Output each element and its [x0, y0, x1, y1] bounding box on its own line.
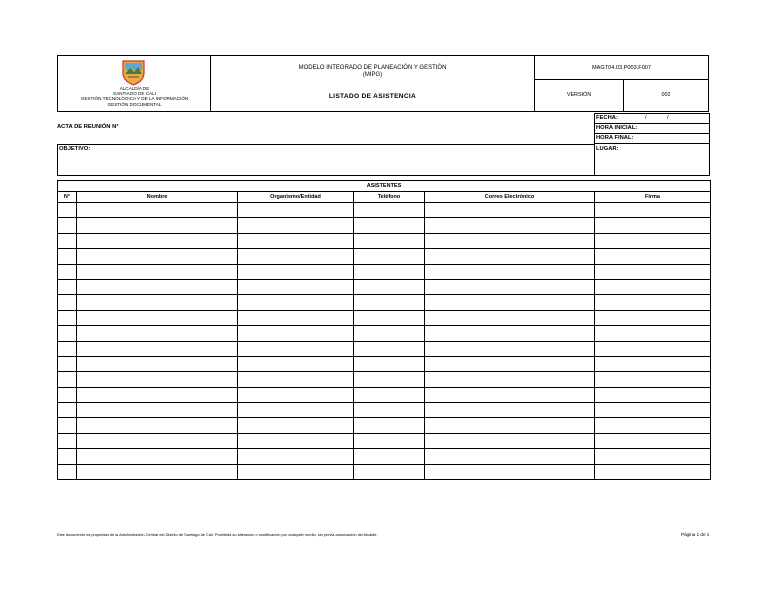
cell-entity[interactable] [238, 218, 354, 233]
column-header: Correo Electrónico [425, 192, 595, 203]
cell-phone[interactable] [354, 403, 425, 418]
cell-entity[interactable] [238, 264, 354, 279]
cell-email[interactable] [425, 372, 595, 387]
date-separator: / [667, 115, 669, 121]
logo-line: GESTIÓN TECNOLÓGICA Y DE LA INFORMACIÓN [80, 96, 189, 102]
cell-email[interactable] [425, 295, 595, 310]
logo-cell [58, 56, 211, 111]
cell-entity[interactable] [238, 464, 354, 479]
cell-email[interactable] [425, 326, 595, 341]
cell-name[interactable] [77, 372, 238, 387]
cell-email[interactable] [425, 403, 595, 418]
document-header [57, 55, 709, 112]
cell-number[interactable] [58, 341, 77, 356]
cell-number[interactable] [58, 295, 77, 310]
hora-inicial-label: HORA INICIAL: [596, 125, 638, 131]
cell-number[interactable] [58, 203, 77, 218]
table-row [58, 418, 711, 433]
cell-name[interactable] [77, 264, 238, 279]
cell-entity[interactable] [238, 387, 354, 402]
table-row [58, 372, 711, 387]
title-line-2: (MIPG) [362, 72, 383, 78]
cell-name[interactable] [77, 233, 238, 248]
table-row [58, 403, 711, 418]
cell-phone[interactable] [354, 418, 425, 433]
objetivo-label: OBJETIVO: [59, 146, 91, 152]
cell-entity[interactable] [238, 418, 354, 433]
cell-phone[interactable] [354, 203, 425, 218]
cell-entity[interactable] [238, 310, 354, 325]
column-header: N° [58, 192, 77, 203]
cell-phone[interactable] [354, 249, 425, 264]
cell-signature[interactable] [595, 356, 711, 371]
cell-entity[interactable] [238, 279, 354, 294]
cell-name[interactable] [77, 218, 238, 233]
logo-line: ALCALDÍA DE [119, 86, 150, 91]
cell-entity[interactable] [238, 372, 354, 387]
cell-signature[interactable] [595, 203, 711, 218]
cell-number[interactable] [58, 249, 77, 264]
cell-entity[interactable] [238, 356, 354, 371]
column-header: Nombre [77, 192, 238, 203]
cell-name[interactable] [77, 356, 238, 371]
cell-phone[interactable] [354, 264, 425, 279]
cell-name[interactable] [77, 464, 238, 479]
cell-number[interactable] [58, 233, 77, 248]
cell-signature[interactable] [595, 403, 711, 418]
cell-name[interactable] [77, 249, 238, 264]
cell-signature[interactable] [595, 218, 711, 233]
cell-signature[interactable] [595, 233, 711, 248]
cell-email[interactable] [425, 264, 595, 279]
fecha-row[interactable] [595, 114, 709, 124]
code-cell [535, 56, 708, 111]
cell-signature[interactable] [595, 449, 711, 464]
cell-entity[interactable] [238, 249, 354, 264]
cell-number[interactable] [58, 218, 77, 233]
table-row [58, 203, 711, 218]
cell-number[interactable] [58, 449, 77, 464]
attendees-title: ASISTENTES [58, 181, 711, 192]
hora-inicial-row[interactable] [595, 124, 709, 134]
cell-entity[interactable] [238, 203, 354, 218]
logo-text [58, 86, 211, 107]
cell-phone[interactable] [354, 341, 425, 356]
cell-signature[interactable] [595, 295, 711, 310]
cell-phone[interactable] [354, 233, 425, 248]
cell-signature[interactable] [595, 341, 711, 356]
cell-phone[interactable] [354, 310, 425, 325]
cell-entity[interactable] [238, 233, 354, 248]
table-row [58, 449, 711, 464]
cell-number[interactable] [58, 403, 77, 418]
table-row [58, 464, 711, 479]
objetivo-box[interactable] [57, 144, 595, 176]
cell-signature[interactable] [595, 310, 711, 325]
cell-signature[interactable] [595, 264, 711, 279]
cell-number[interactable] [58, 387, 77, 402]
fecha-label: FECHA: [596, 115, 618, 121]
cell-name[interactable] [77, 433, 238, 448]
title-line-1: MODELO INTEGRADO DE PLANEACIÓN Y GESTIÓN [298, 65, 447, 71]
document-title [211, 65, 534, 79]
cell-signature[interactable] [595, 279, 711, 294]
cell-phone[interactable] [354, 387, 425, 402]
cell-phone[interactable] [354, 279, 425, 294]
cell-number[interactable] [58, 418, 77, 433]
cell-number[interactable] [58, 464, 77, 479]
column-header: Teléfono [354, 192, 425, 203]
cell-email[interactable] [425, 249, 595, 264]
cell-entity[interactable] [238, 341, 354, 356]
lugar-label: LUGAR: [596, 146, 619, 152]
cell-email[interactable] [425, 418, 595, 433]
cell-number[interactable] [58, 279, 77, 294]
table-row [58, 310, 711, 325]
cell-phone[interactable] [354, 433, 425, 448]
cell-number[interactable] [58, 356, 77, 371]
cell-phone[interactable] [354, 218, 425, 233]
cell-email[interactable] [425, 433, 595, 448]
cell-phone[interactable] [354, 326, 425, 341]
document-subtitle: LISTADO DE ASISTENCIA [328, 93, 417, 100]
footer-disclaimer: Este documento es propiedad de la Administración Central del Distrito de Santiago de Cali. Prohibida su alteración o modificación por cualquier medio, sin previa autorización del Alcalde. [57, 532, 378, 537]
cell-name[interactable] [77, 203, 238, 218]
title-cell [211, 56, 535, 111]
cell-name[interactable] [77, 341, 238, 356]
column-header: Firma [595, 192, 711, 203]
table-header-row [58, 192, 711, 203]
cell-name[interactable] [77, 295, 238, 310]
cell-phone[interactable] [354, 464, 425, 479]
table-row [58, 264, 711, 279]
cell-email[interactable] [425, 218, 595, 233]
cell-email[interactable] [425, 203, 595, 218]
cell-email[interactable] [425, 310, 595, 325]
attendees-table [57, 180, 711, 480]
cell-name[interactable] [77, 403, 238, 418]
cell-email[interactable] [425, 387, 595, 402]
cell-signature[interactable] [595, 418, 711, 433]
table-row [58, 295, 711, 310]
cell-signature[interactable] [595, 372, 711, 387]
column-header: Organismo/Entidad [238, 192, 354, 203]
table-row [58, 233, 711, 248]
cell-number[interactable] [58, 264, 77, 279]
cell-email[interactable] [425, 356, 595, 371]
cell-email[interactable] [425, 341, 595, 356]
cell-number[interactable] [58, 433, 77, 448]
cell-number[interactable] [58, 372, 77, 387]
cell-number[interactable] [58, 326, 77, 341]
cell-email[interactable] [425, 449, 595, 464]
cell-entity[interactable] [238, 433, 354, 448]
cell-name[interactable] [77, 326, 238, 341]
cell-signature[interactable] [595, 433, 711, 448]
version-label: VERSIÓN [535, 80, 624, 111]
hora-final-label: HORA FINAL: [596, 135, 634, 141]
cell-email[interactable] [425, 279, 595, 294]
table-row [58, 249, 711, 264]
cell-name[interactable] [77, 387, 238, 402]
cell-name[interactable] [77, 418, 238, 433]
cell-signature[interactable] [595, 464, 711, 479]
table-row [58, 356, 711, 371]
document-code: MAGT04.03.P003.F007 [535, 56, 708, 80]
cell-phone[interactable] [354, 449, 425, 464]
coat-of-arms-icon [120, 59, 147, 86]
cell-name[interactable] [77, 449, 238, 464]
cell-name[interactable] [77, 310, 238, 325]
version-value: 002 [661, 92, 671, 98]
cell-signature[interactable] [595, 326, 711, 341]
logo-line: GESTIÓN DOCUMENTAL [107, 101, 162, 107]
date-separator: / [645, 115, 647, 121]
table-row [58, 279, 711, 294]
table-row [58, 218, 711, 233]
table-row [58, 326, 711, 341]
cell-phone[interactable] [354, 356, 425, 371]
cell-entity[interactable] [238, 403, 354, 418]
cell-email[interactable] [425, 233, 595, 248]
table-row [58, 341, 711, 356]
cell-signature[interactable] [595, 249, 711, 264]
cell-entity[interactable] [238, 449, 354, 464]
attendees-body [58, 203, 711, 480]
page-number: Página 1 de 1 [681, 532, 710, 537]
table-row [58, 433, 711, 448]
cell-number[interactable] [58, 310, 77, 325]
cell-phone[interactable] [354, 372, 425, 387]
logo-line: SANTIAGO DE CALI [113, 91, 156, 97]
table-row [58, 387, 711, 402]
acta-label: ACTA DE REUNIÓN N° [57, 124, 119, 130]
cell-name[interactable] [77, 279, 238, 294]
meeting-details-box [594, 113, 710, 176]
hora-final-row[interactable] [595, 134, 709, 144]
cell-entity[interactable] [238, 326, 354, 341]
cell-signature[interactable] [595, 387, 711, 402]
cell-phone[interactable] [354, 295, 425, 310]
cell-entity[interactable] [238, 295, 354, 310]
cell-email[interactable] [425, 464, 595, 479]
